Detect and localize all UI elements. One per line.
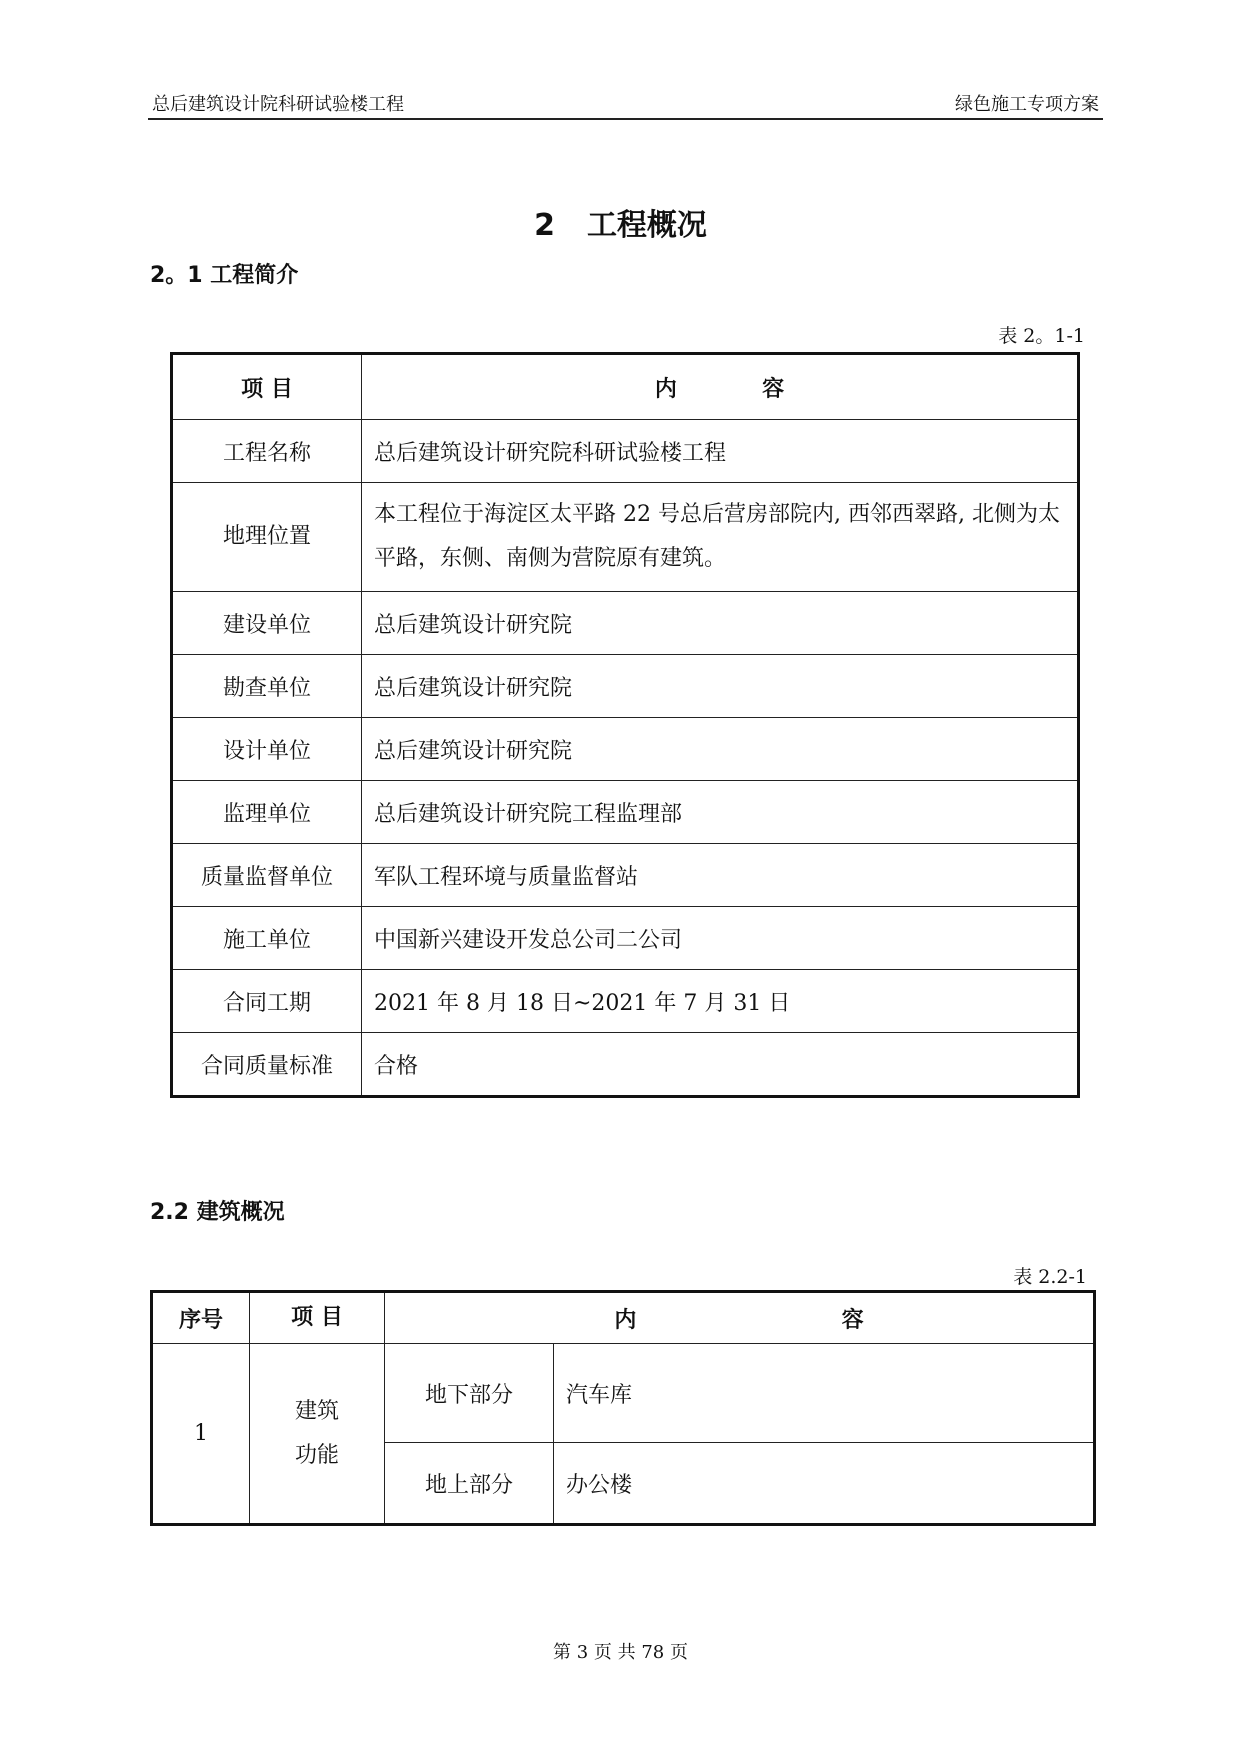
row-label: 工程名称 (172, 420, 362, 483)
sub-value: 办公楼 (554, 1443, 1095, 1525)
row-value: 2021 年 8 月 18 日~2021 年 7 月 31 日 (362, 970, 1079, 1033)
section-title-intro: 2。1 工程简介 (150, 263, 299, 288)
table-row (172, 483, 1079, 592)
header-item: 项 目 (250, 1292, 385, 1344)
row-label: 质量监督单位 (172, 844, 362, 907)
table-row (172, 655, 1079, 718)
page-footer: 第 3 页 共 78 页 (553, 1642, 688, 1663)
sub-label: 地下部分 (385, 1344, 554, 1443)
row-value: 总后建筑设计研究院 (362, 718, 1079, 781)
row-item (250, 1344, 385, 1525)
row-item-line1: 建筑 (294, 1398, 339, 1424)
row-value: 中国新兴建设开发总公司二公司 (362, 907, 1079, 970)
table-caption-2-2-1: 表 2.2-1 (1013, 1266, 1087, 1288)
page-header (148, 86, 1103, 120)
project-intro-table (170, 352, 1080, 1098)
table-row (172, 907, 1079, 970)
row-value: 总后建筑设计研究院 (362, 655, 1079, 718)
row-label: 合同质量标准 (172, 1033, 362, 1097)
header-seq: 序号 (152, 1292, 250, 1344)
row-label: 勘查单位 (172, 655, 362, 718)
table-row (172, 718, 1079, 781)
header-content-left: 内 (614, 1307, 637, 1333)
header-project-name: 总后建筑设计院科研试验楼工程 (152, 94, 404, 115)
table-row (172, 781, 1079, 844)
table-row (172, 844, 1079, 907)
row-label: 合同工期 (172, 970, 362, 1033)
header-content-left: 内 (654, 376, 677, 402)
row-label: 监理单位 (172, 781, 362, 844)
row-value: 合格 (362, 1033, 1079, 1097)
chapter-title (0, 200, 1241, 244)
row-label: 地理位置 (172, 483, 362, 592)
chapter-heading: 工程概况 (586, 208, 707, 243)
header-content-right: 容 (841, 1307, 864, 1333)
table-row (172, 420, 1079, 483)
table-row (172, 592, 1079, 655)
header-content (385, 1292, 1095, 1344)
table-row (172, 1033, 1079, 1097)
table-caption-2-1-1: 表 2。1-1 (998, 325, 1085, 347)
row-label: 施工单位 (172, 907, 362, 970)
sub-value: 汽车库 (554, 1344, 1095, 1443)
header-content-right: 容 (762, 376, 785, 402)
row-value: 总后建筑设计研究院工程监理部 (362, 781, 1079, 844)
building-overview-table (150, 1290, 1096, 1526)
header-document-type: 绿色施工专项方案 (955, 94, 1099, 115)
row-value: 总后建筑设计研究院科研试验楼工程 (362, 420, 1079, 483)
row-label: 建设单位 (172, 592, 362, 655)
sub-label: 地上部分 (385, 1443, 554, 1525)
row-value: 军队工程环境与质量监督站 (362, 844, 1079, 907)
table-header-row (172, 354, 1079, 420)
section-title-building: 2.2 建筑概况 (150, 1200, 285, 1225)
row-label: 设计单位 (172, 718, 362, 781)
table-row (152, 1344, 1095, 1443)
row-value: 本工程位于海淀区太平路 22 号总后营房部院内, 西邻西翠路, 北侧为太平路，东侧、南侧为营院原有建筑。 (362, 483, 1079, 592)
row-seq: 1 (152, 1344, 250, 1525)
row-value: 总后建筑设计研究院 (362, 592, 1079, 655)
header-content (362, 354, 1079, 420)
chapter-number: 2 (534, 208, 555, 243)
row-item-line2: 功能 (294, 1442, 339, 1468)
header-item: 项 目 (172, 354, 362, 420)
table-header-row (152, 1292, 1095, 1344)
table-row (172, 970, 1079, 1033)
